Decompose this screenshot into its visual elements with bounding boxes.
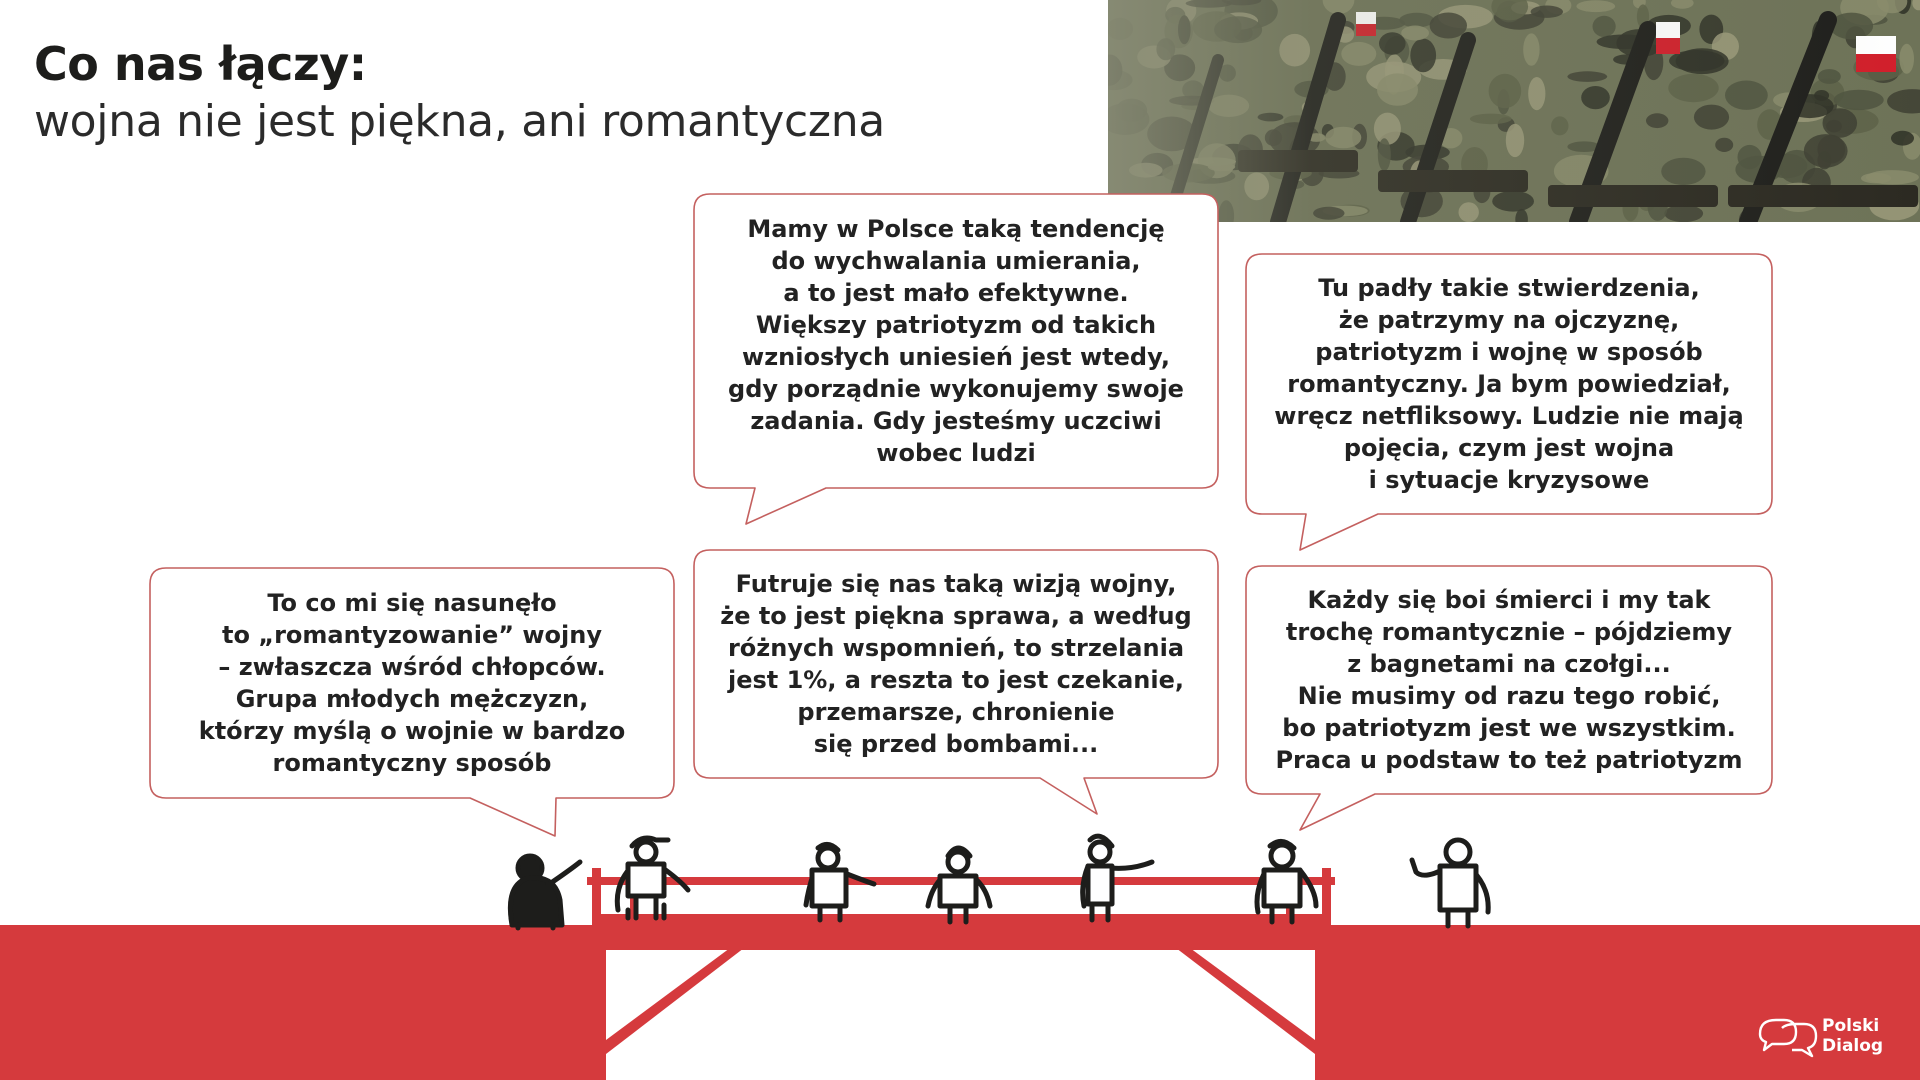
- title-bold: Co nas łączy:: [34, 37, 367, 91]
- title-subtitle: wojna nie jest piękna, ani romantyczna: [34, 96, 885, 147]
- logo-text: [1822, 1016, 1883, 1056]
- quote-bubble-2: Mamy w Polsce taką tendencję do wychwalania umierania, a to jest mało efektywne. Większy patriotyzm od takich wzniosłych uniesień jest wtedy, gdy porządnie wykonujemy swoje zadania. Gdy jesteśmy uczciwi wobec ludzi: [728, 215, 1184, 467]
- person-3: [806, 844, 874, 920]
- person-4: [928, 848, 990, 922]
- logo-line-2: Dialog: [1822, 1036, 1884, 1056]
- logo-line-1: Polski: [1822, 1016, 1880, 1036]
- person-1: [510, 856, 580, 928]
- quote-bubble-4: Tu padły takie stwierdzenia, że patrzymy na ojczyznę, patriotyzm i wojnę w sposób romantyczny. Ja bym powiedział, wręcz netfliksowy. Ludzie nie mają pojęcia, czym jest wojna i sytuacje kryzysowe: [1274, 274, 1744, 494]
- person-2: [617, 838, 688, 918]
- quote-bubble-3: Futruje się nas taką wizją wojny, że to jest piękna sprawa, a według różnych wspomnień, to strzelania jest 1%, a reszta to jest czekanie, przemarsze, chronienie się przed bombami...: [720, 570, 1192, 758]
- quote-bubble-5: Każdy się boi śmierci i my tak trochę romantycznie – pójdziemy z bagnetami na czołgi... Nie musimy od razu tego robić, bo patriotyzm jest we wszystkim. Praca u podstaw to też patriotyzm: [1275, 586, 1743, 774]
- red-ground: [0, 925, 1920, 1080]
- quote-bubble-1: To co mi się nasunęło to „romantyzowanie” wojny – zwłaszcza wśród chłopców. Grupa młodych mężczyzn, którzy myślą o wojnie w bardzo romantyczny sposób: [198, 589, 626, 777]
- person-7: [1412, 840, 1488, 926]
